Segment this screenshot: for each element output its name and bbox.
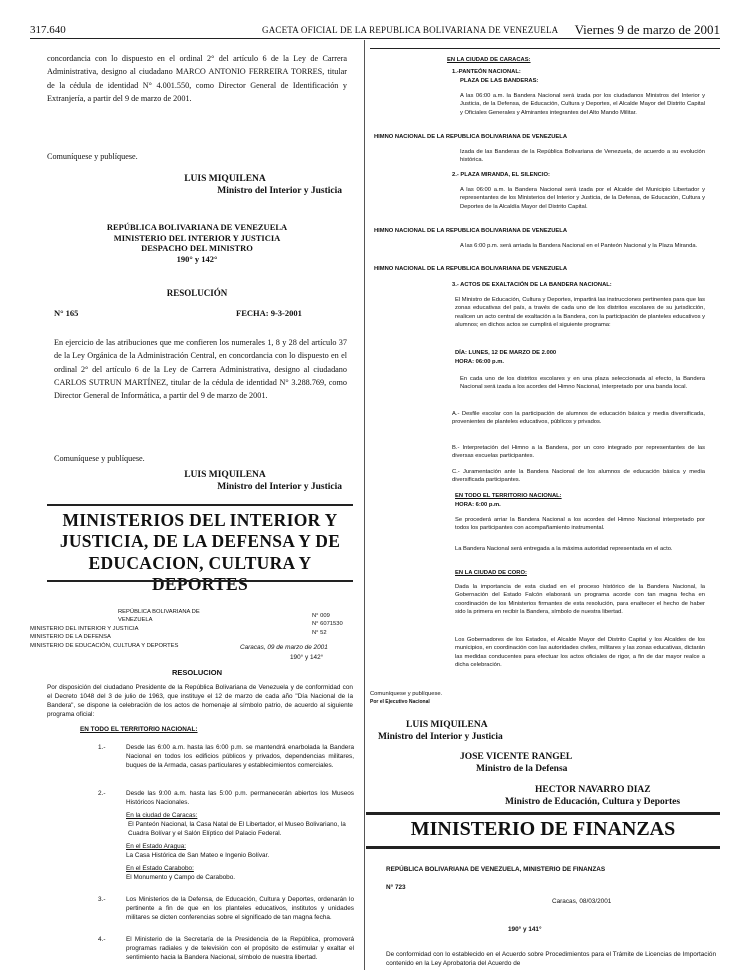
right-top-rule [370,48,720,49]
right-signature-3 [505,785,720,809]
signer-title: Ministro del Interior y Justicia [217,186,342,196]
signer-title: Ministro de la Defensa [476,763,568,774]
right-signature-1 [378,720,503,744]
resolution-date: FECHA: 9-3-2001 [236,308,302,318]
item-number: 3.- [98,896,106,903]
plaza-text: En cada uno de los distritos escolares y en una plaza seleccionada al efecto, la Bandera Nacional será izada a los acordes del Himno Nacional, interpretado por una banda local. [460,376,705,391]
heading-line: 190° y 142° [176,253,218,264]
himno-line: HIMNO NACIONAL DE LA REPUBLICA BOLIVARIANA DE VENEZUELA [374,266,568,272]
signer-name: LUIS MIQUILENA [184,470,266,480]
finanzas-years: 190° y 141° [508,926,542,933]
small-number: N° 6071530 [312,621,343,628]
issue-date: Viernes 9 de marzo de 2001 [574,22,720,37]
aragua-label: En el Estado Aragua: [126,842,187,850]
finanzas-number: N° 723 [386,884,406,891]
dia-line: DÍA: LUNES, 12 DE MARZO DE 2.000 [455,350,557,356]
right-signature-2 [460,752,572,776]
entregada-text: La Bandera Nacional será entregada a la máxima autoridad representada en el acto. [455,546,673,552]
page-number: 317.640 [30,24,66,36]
aragua-text: La Casa Histórica de San Mateo e Ingenio Bolívar. [126,851,270,859]
himno-line: HIMNO NACIONAL DE LA REPUBLICA BOLIVARIANA DE VENEZUELA [374,228,568,234]
heading-line: MINISTERIO DEL INTERIOR Y JUSTICIA [113,232,281,243]
section-1-sub: PLAZA DE LAS BANDERAS: [460,78,539,84]
item-number: 2.- [98,790,106,797]
left-para-1: concordancia con lo dispuesto en el ordinal 2° del artículo 6 de la Ley de Carrera Administrativa, designo al ciudadano MARCO ANTONIO FERREIRA TORRES, titular de la cédula de identidad N° 4.001.550, como Director General de Identificación y Extranjería, a partir del 9 de marzo de 2001. [47,54,347,103]
section-3-title: 3.- ACTOS DE EXALTACIÓN DE LA BANDERA NACIONAL: [452,282,612,288]
left-comuniquese-2: Comuníquese y publíquese. [54,454,145,463]
caracas-text: El Panteón Nacional, la Casa Natal de El Libertador, el Museo Bolivariano, la Cuadra Bolívar y el Salón Elíptico del Palacio Federal. [128,820,346,837]
section-2-title: 2.- PLAZA MIRANDA, EL SILENCIO: [452,172,550,178]
ejecutivo-line: Por el Ejecutivo Nacional [370,699,430,705]
signer-name: JOSE VICENTE RANGEL [460,752,573,762]
section-1-title: 1.-PANTEÓN NACIONAL: [452,69,521,75]
small-number: N° 009 [312,613,330,619]
small-heading [30,608,230,650]
small-heading-line: REPÚBLICA BOLIVARIANA DE VENEZUELA [118,609,200,624]
left-signature-1 [150,174,300,186]
item-2-text: Desde las 9:00 a.m. hasta las 5:00 p.m. permanecerán abiertos los Museos Históricos Nacionales. [126,790,354,806]
finanzas-heading: REPÚBLICA BOLIVARIANA DE VENEZUELA, MINISTERIO DE FINANZAS [386,866,606,873]
resolucion-heading: RESOLUCION [171,668,222,677]
item-1-text: Desde las 6:00 a.m. hasta las 6:00 p.m. se mantendrá enarbolada la Bandera Nacional en todos los edificios públicos y privados, dependencias militares, buques de la Armada, casas particulares y establecimientos comerciales. [126,744,354,769]
item-4-text: El Ministerio de la Secretaría de la Presidencia de la República, promoverá programas radiales y de televisión con el propósito de estimular y exaltar el sentimiento hacia la Bandera Nacional, símbolo de nuestra libertad. [126,936,354,961]
small-heading-line: MINISTERIO DE EDUCACIÓN, CULTURA Y DEPORTES [30,642,179,649]
signer-title: Ministro de Educación, Cultura y Deportes [505,796,681,807]
signer-title: Ministro del Interior y Justicia [217,482,342,492]
item-number: 1.- [98,744,106,751]
small-heading-line: MINISTERIO DEL INTERIOR Y JUSTICIA [30,625,139,632]
heading-line: DESPACHO DEL MINISTRO [141,243,253,254]
small-number: N° 52 [312,629,327,636]
item-number: 4.- [98,936,106,943]
carabobo-label: En el Estado Carabobo: [126,864,194,872]
carabobo-text: El Monumento y Campo de Carabobo. [126,873,236,881]
item-a: A.- Desfile escolar con la participación de alumnos de educación básica y media diversificada, provenientes de planteles educativos, públicos y privados. [452,411,705,426]
caracas-heading: EN LA CIUDAD DE CARACAS: [447,57,531,63]
left-para-2: En ejercicio de las atribuciones que me confieren los numerales 1, 8 y 28 del artículo 37 de la Ley Orgánica de la Administración Central, en concordancia con lo dispuesto en el ordinal 2° del artículo 6 de la Ley de Carrera Administrativa, designo al ciudadano CARLOS SUTRUN MARTÍNEZ, titular de la cédula de identidad N° 3.288.769, como Director General de Informática, a partir del 9 de marzo de 2001. [54,338,347,401]
banner-top-rule [47,504,353,506]
finanzas-bottom-rule [366,846,720,849]
hora-line: HORA: 6:00 p.m. [455,502,501,508]
intro-paragraph: Por disposición del ciudadano Presidente de la República Bolivariana de Venezuela y de conformidad con el Decreto 1048 del 3 de julio de 1963, que instituye el 12 de marzo de cada año "Día Nacional de la Bandera", se dispone la celebración de los actos de homenaje al símbolo patrio, de acuerdo al siguiente programa oficial: [47,684,353,718]
signer-title: Ministro del Interior y Justicia [378,731,503,742]
arriada-text: A las 6:00 p.m. será arriada la Bandera Nacional en el Panteón Nacional y la Plaza Miranda. [460,243,698,249]
header-rule [30,38,720,39]
column-divider [364,40,365,970]
coro-text: Dada la importancia de esta ciudad en el proceso histórico de la Bandera Nacional, la Gobernación del Estado Falcón elaborará un programa acorde con tan magna fecha en coordinación de los Ministerios firmantes de esta resolución, para enaltecer el hecho de haber sido la primera en recibir la Bandera, símbolo de nuestra libertad. [455,584,705,616]
section-3-text: El Ministro de Educación, Cultura y Deportes, impartirá las instrucciones pertinentes para que las zonas educativas del país, a través de cada uno de los distritos escolares de su jurisdicción, realicen un acto central de exaltación a la Bandera, con la participación de planteles educativos y alumnos; en dichos actos se cumplirá el siguiente programa: [455,297,705,329]
signer-name: HECTOR NAVARRO DIAZ [535,785,651,795]
right-comuniquese: Comuníquese y publíquese. [370,691,443,697]
banner-bottom-rule [47,580,353,582]
small-numbers [312,612,343,637]
arriar-text: Se procederá arriar la Bandera Nacional a los acordes del Himno Nacional interpretado por todos los participantes con acompañamiento instrumental. [455,517,705,532]
resolution-number: N° 165 [54,308,79,318]
himno-line: HIMNO NACIONAL DE LA REPUBLICA BOLIVARIANA DE VENEZUELA [374,134,568,140]
signer-name: LUIS MIQUILENA [406,720,488,730]
resolucion-title: RESOLUCIÓN [166,288,228,298]
section-1-text: A las 06:00 a.m. la Bandera Nacional será izada por los ciudadanos Ministros del Interior y Justicia, de la Defensa, de Educación, Cultura y Deportes, el Alcalde Mayor del Distrito Capital y Oficiales Generales y Almirantes integrantes del Alto Mando Militar. [460,93,705,116]
item-b: B.- Interpretación del Himno a la Bandera, por un coro integrado por representantes de las diversas escuelas participantes. [452,445,705,460]
gobernadores-text: Los Gobernadores de los Estados, el Alcalde Mayor del Distrito Capital y los Alcaldes de los municipios, en coordinación con las autoridades civiles, militares y las zonas educativas, dictarán las medidas conducentes para efectuar los actos oficiales de rigor, a fin de dar mayor realce a dicha celebración. [455,637,705,669]
territorio-heading: EN TODO EL TERRITORIO NACIONAL: [455,493,562,499]
finanzas-date: Caracas, 08/03/2001 [552,898,612,905]
territorio-heading: EN TODO EL TERRITORIO NACIONAL: [80,726,198,733]
gazette-title: GACETA OFICIAL DE LA REPUBLICA BOLIVARIANA DE VENEZUELA [262,25,559,35]
years-label: 190° y 142° [290,654,324,661]
left-comuniquese-1: Comuníquese y publíquese. [47,152,138,161]
finanzas-text: De conformidad con lo establecido en el Acuerdo sobre Procedimientos para el Trámite de Licencias de Importación contenido en la Ley Aprobatoria del Acuerdo de [386,951,716,968]
section-2-text: A las 06:00 a.m. la Bandera Nacional será izada por el Alcalde del Municipio Libertador y representantes de los Ministerios del Interior y Justicia, de la Defensa, de Educación, Cultura y Deportes de la Alcaldía Mayor del Distrito Capital. [460,187,705,210]
caracas-date: Caracas, 09 de marzo de 2001 [240,644,328,651]
small-heading-line: MINISTERIO DE LA DEFENSA [30,634,111,641]
item-c: C.- Juramentación ante la Bandera Nacional de los alumnos de educación básica y media diversificada participantes. [452,469,705,484]
caracas-label: En la ciudad de Caracas: [126,812,198,819]
finanzas-banner: MINISTERIO DE FINANZAS [410,818,676,840]
heading-line: REPÚBLICA BOLIVARIANA DE VENEZUELA [106,222,288,232]
ministry-heading [47,222,347,265]
hora-line: HORA: 06:00 p.m. [455,359,504,365]
museums-list [126,812,354,883]
coro-heading: EN LA CIUDAD DE CORO: [455,570,527,576]
item-3-text: Los Ministerios de la Defensa, de Educación, Cultura y Deportes, ordenarán lo pertinente a fin de que en los planteles educativos, institutos y unidades militares se dicten conferencias sobre el significado de tan magna fecha. [126,896,354,921]
izada-text: Izada de las Banderas de la República Bolivariana de Venezuela, de acuerdo a su evolución histórica. [460,149,705,164]
ministries-banner: MINISTERIOS DEL INTERIOR Y JUSTICIA, DE LA DEFENSA Y DE EDUCACION, CULTURA Y DEPORTES [59,510,341,595]
signer-name: LUIS MIQUILENA [184,174,266,184]
